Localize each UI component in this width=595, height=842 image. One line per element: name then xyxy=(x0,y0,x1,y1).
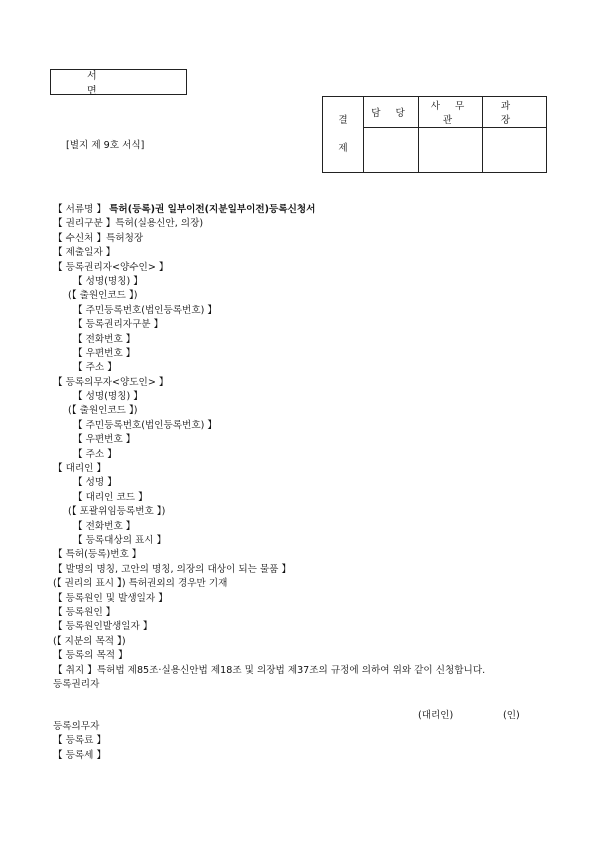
obligor-address-field: 【 주소 】 xyxy=(73,448,117,460)
document-title: 서 면 xyxy=(87,71,133,97)
approval-side-top: 결 xyxy=(338,114,348,126)
agent-header: 【 대리인 】 xyxy=(53,463,107,475)
agent-code-field: 【 대리인 코드 】 xyxy=(73,491,148,503)
obligor-signature-label: 등록의무자 xyxy=(53,721,100,732)
agent-phone-field: 【 전화번호 】 xyxy=(73,520,136,532)
obligor-name-field: 【 성명(명칭) 】 xyxy=(73,391,143,403)
approval-sign-staff[interactable] xyxy=(364,128,419,173)
obligor-id-field: 【 주민등록번호(법인등록번호) 】 xyxy=(73,419,217,431)
holder-signature-label: 등록권리자 xyxy=(53,678,100,690)
approval-side-cell xyxy=(323,97,364,173)
document-title-box xyxy=(50,69,187,95)
approval-col-staff: 담 당 xyxy=(364,97,419,128)
holder-code-field: (【 출원인코드 】) xyxy=(68,290,138,302)
submit-date-field: 【 제출일자 】 xyxy=(53,247,116,259)
obligor-zip-field: 【 우편번호 】 xyxy=(73,434,136,446)
agent-target-field: 【 등록대상의 표시 】 xyxy=(73,534,167,546)
approval-col-officer: 사 무 관 xyxy=(419,97,483,128)
approval-sign-chief[interactable] xyxy=(483,128,547,173)
doc-name-line xyxy=(53,203,553,217)
holder-category-field: 【 등록권리자구분 】 xyxy=(73,319,164,331)
invention-name-field: 【 발명의 명칭, 고안의 명칭, 의장의 대상이 되는 물품 】 xyxy=(53,563,292,575)
obligor-header: 【 등록의무자<양도인> 】 xyxy=(53,376,169,388)
registration-fee-field: 【 등록료 】 xyxy=(53,735,107,747)
approval-table xyxy=(322,96,547,173)
cause-date-field: 【 등록원인발생일자 】 xyxy=(53,621,153,633)
doc-name-label: 【 서류명 】 xyxy=(53,204,107,215)
registration-purpose-field: 【 등록의 목적 】 xyxy=(53,650,128,662)
agent-seal-label: (대리인) xyxy=(418,710,454,721)
holder-phone-field: 【 전화번호 】 xyxy=(73,333,136,345)
approval-col-chief: 과 장 xyxy=(483,97,547,128)
cause-and-date-field: 【 등록원인 및 발생일자 】 xyxy=(53,592,168,604)
obligor-code-field: (【 출원인코드 】) xyxy=(68,405,138,417)
right-indication-field: (【 권리의 표시 】) 특허권외의 경우만 기재 xyxy=(53,578,228,590)
holder-name-field: 【 성명(명칭) 】 xyxy=(73,275,143,287)
holder-header: 【 등록권리자<양수인> 】 xyxy=(53,261,169,273)
patent-number-field: 【 특허(등록)번호 】 xyxy=(53,549,142,561)
agent-name-field: 【 성명 】 xyxy=(73,477,117,489)
right-type-field: 【 권리구분 】특허(실용신안, 의장) xyxy=(53,218,204,230)
agent-blanket-field: (【 포괄위임등록번호 】) xyxy=(68,506,166,518)
recipient-field: 【 수신처 】특허청장 xyxy=(53,232,144,244)
approval-side-bottom: 제 xyxy=(338,142,348,154)
form-fields-footer xyxy=(53,720,553,763)
holder-id-field: 【 주민등록번호(법인등록번호) 】 xyxy=(73,304,217,316)
seal-label: (인) xyxy=(503,710,520,721)
form-number: [별지 제 9호 서식] xyxy=(66,140,145,151)
cause-field: 【 등록원인 】 xyxy=(53,606,116,618)
registration-tax-field: 【 등록세 】 xyxy=(53,749,107,761)
holder-address-field: 【 주소 】 xyxy=(73,362,117,374)
approval-sign-officer[interactable] xyxy=(419,128,483,173)
holder-zip-field: 【 우편번호 】 xyxy=(73,347,136,359)
share-purpose-field: (【 지분의 목적 】) xyxy=(53,635,126,647)
form-fields xyxy=(53,203,553,692)
purport-field: 【 취지 】특허법 제85조·실용신안법 제18조 및 의장법 제37조의 규정에 의하여 위와 같이 신청합니다. xyxy=(53,664,486,676)
doc-name-value: 특허(등록)권 일부이전(지분일부이전)등록신청서 xyxy=(109,204,316,215)
